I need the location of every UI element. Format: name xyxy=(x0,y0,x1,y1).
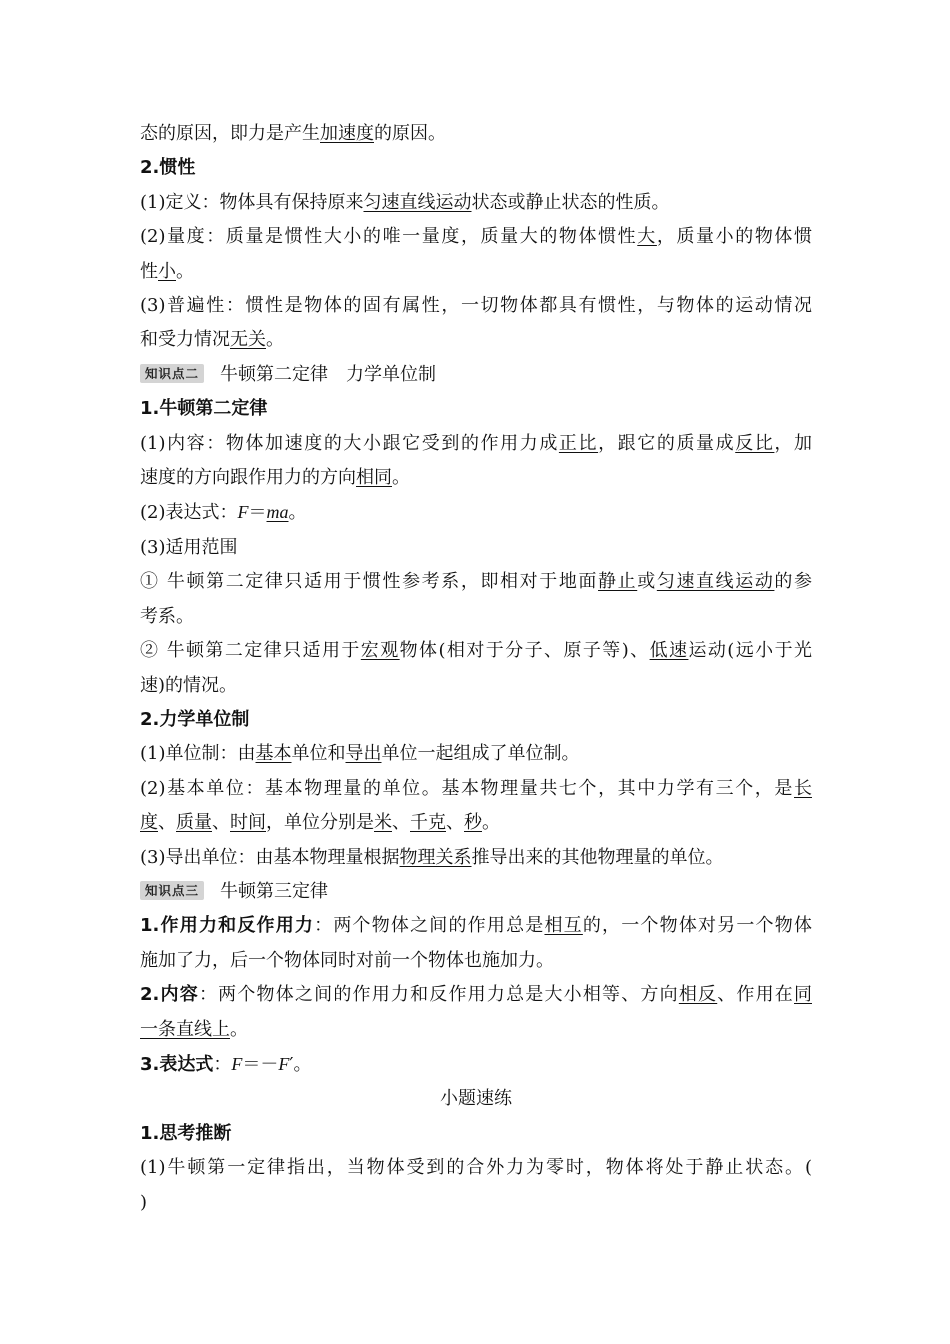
text-segment: 单位一起组成了单位制。 xyxy=(381,743,580,765)
text-segment: (1)定义：物体具有保持原来 xyxy=(140,191,364,213)
text-line-32 xyxy=(140,1186,812,1220)
text-segment: ，质量小的物体惯 xyxy=(656,226,813,248)
text-segment: 的原因。 xyxy=(374,123,446,144)
answer-blank: ma xyxy=(266,502,289,523)
text-segment: 、 xyxy=(392,812,410,834)
text-segment: 推导出来的其他物理量的单位。 xyxy=(471,846,724,868)
answer-blank: 静止 xyxy=(598,571,638,593)
text-segment: 牛顿第三定律 xyxy=(220,880,329,902)
answer-blank: 秒 xyxy=(464,812,482,834)
text-segment: 或 xyxy=(637,571,657,593)
text-segment: 、 xyxy=(212,812,230,834)
text-line-7 xyxy=(140,323,812,357)
text-segment: (1)内容：物体加速度的大小跟它受到的作用力成 xyxy=(140,432,559,454)
text-segment: 2.惯性 xyxy=(140,157,196,179)
answer-blank: 相反 xyxy=(678,984,718,1006)
text-segment: 速)的情况。 xyxy=(140,674,238,696)
text-line-18 xyxy=(140,703,812,737)
text-segment: 单位和 xyxy=(291,743,346,765)
answer-blank: 一条直线上 xyxy=(140,1018,230,1040)
answer-blank: 匀速直线运动 xyxy=(656,571,775,593)
text-segment: 。 xyxy=(482,812,500,834)
text-line-27 xyxy=(140,1013,812,1047)
math-symbol: F xyxy=(237,502,249,523)
text-segment: 。 xyxy=(266,329,284,351)
text-line-9 xyxy=(140,392,812,426)
text-segment: 。 xyxy=(176,260,194,282)
text-segment: ，跟它的质量成 xyxy=(598,432,736,454)
answer-blank: 度 xyxy=(140,812,158,834)
text-segment: 和受力情况 xyxy=(140,329,230,351)
text-line-25 xyxy=(140,944,812,978)
text-line-13 xyxy=(140,531,812,565)
answer-blank: 相同 xyxy=(356,467,392,489)
text-segment: 1.作用力和反作用力 xyxy=(140,915,315,937)
section-badge: 知识点二 xyxy=(140,364,204,383)
text-segment: 、 xyxy=(446,812,464,834)
text-segment: 2.内容 xyxy=(140,984,199,1006)
text-segment: 的，一个物体对另一个物体 xyxy=(582,915,813,937)
text-line-28 xyxy=(140,1047,812,1082)
text-segment: ② 牛顿第二定律只适用于 xyxy=(140,640,361,662)
text-segment: 状态或静止状态的性质。 xyxy=(471,191,670,213)
text-segment: (3)普遍性：惯性是物体的固有属性，一切物体都具有惯性，与物体的运动情况 xyxy=(140,295,812,317)
text-segment: (2)基本单位：基本物理量的单位。基本物理量共七个，其中力学有三个，是 xyxy=(140,777,794,799)
text-segment: ＝ xyxy=(248,502,267,524)
text-segment: 速度的方向跟作用力的方向 xyxy=(140,467,356,489)
text-line-19 xyxy=(140,737,812,771)
text-line-1 xyxy=(140,117,812,151)
text-segment: 1.牛顿第二定律 xyxy=(140,398,268,420)
math-symbol: F xyxy=(278,1053,290,1074)
text-segment: ① 牛顿第二定律只适用于惯性参考系，即相对于地面 xyxy=(140,571,599,593)
text-segment: ：两个物体之间的作用总是 xyxy=(314,915,545,937)
text-line-2 xyxy=(140,151,812,185)
text-segment: (3)导出单位：由基本物理量根据 xyxy=(140,846,400,868)
document-page xyxy=(140,117,812,1220)
answer-blank: 千克 xyxy=(410,812,446,834)
text-segment: (2)表达式： xyxy=(140,502,238,524)
text-segment: 、作用在 xyxy=(717,984,794,1006)
text-line-10 xyxy=(140,427,812,461)
text-line-3 xyxy=(140,186,812,220)
text-segment: ：两个物体之间的作用力和反作用力总是大小相等、方向 xyxy=(198,984,679,1006)
text-segment: (2)量度：质量是惯性大小的唯一量度，质量大的物体惯性 xyxy=(140,226,638,248)
text-line-15 xyxy=(140,600,812,634)
text-line-8 xyxy=(140,358,812,392)
text-segment: ＝－ xyxy=(242,1053,279,1075)
answer-blank: 正比 xyxy=(558,432,599,454)
text-line-22 xyxy=(140,841,812,875)
answer-blank: 反比 xyxy=(735,432,775,454)
text-line-26 xyxy=(140,978,812,1012)
text-line-24 xyxy=(140,909,812,943)
answer-blank: 米 xyxy=(374,812,392,834)
answer-blank: 基本 xyxy=(255,743,292,765)
answer-blank: 质量 xyxy=(176,812,212,834)
answer-blank: 无关 xyxy=(230,329,266,351)
text-segment: 。 xyxy=(288,502,307,524)
math-symbol: F xyxy=(231,1053,243,1074)
answer-blank: 导出 xyxy=(345,743,382,765)
text-line-14 xyxy=(140,565,812,599)
answer-blank: 加速度 xyxy=(320,123,374,144)
text-segment: 物体(相对于分子、原子等)、 xyxy=(399,640,650,662)
text-segment: (1)单位制：由 xyxy=(140,743,256,765)
text-line-5 xyxy=(140,255,812,289)
text-segment: ，单位分别是 xyxy=(266,812,374,834)
text-line-16 xyxy=(140,634,812,668)
text-segment: 。 xyxy=(230,1018,248,1040)
text-segment: 力学单位制 xyxy=(346,363,437,385)
answer-blank: 长 xyxy=(794,777,812,799)
text-line-6 xyxy=(140,289,812,323)
answer-blank: 小 xyxy=(158,260,176,282)
text-line-4 xyxy=(140,220,812,254)
text-segment: 运动(远小于光 xyxy=(688,640,812,662)
text-segment: ) xyxy=(140,1191,148,1213)
text-line-17 xyxy=(140,669,812,703)
text-line-21 xyxy=(140,806,812,840)
text-segment: 的参 xyxy=(774,571,813,593)
text-segment: (3)适用范围 xyxy=(140,536,238,558)
section-badge: 知识点三 xyxy=(140,881,204,900)
text-segment: ′。 xyxy=(289,1053,312,1075)
text-segment: 考系。 xyxy=(140,605,194,627)
text-segment: 2.力学单位制 xyxy=(140,708,250,730)
text-line-12 xyxy=(140,495,812,530)
answer-blank: 时间 xyxy=(230,812,266,834)
text-segment: ，加 xyxy=(774,432,813,454)
answer-blank: 匀速直线运动 xyxy=(363,191,472,213)
text-segment: 。 xyxy=(392,467,410,489)
text-segment: 3.表达式 xyxy=(140,1053,214,1075)
answer-blank: 低速 xyxy=(649,640,689,662)
text-segment: 施加了力，后一个物体同时对前一个物体也施加力。 xyxy=(140,949,554,971)
text-line-11 xyxy=(140,461,812,495)
text-segment: 态的原因，即力是产生 xyxy=(140,123,320,144)
text-line-31 xyxy=(140,1151,812,1185)
answer-blank: 大 xyxy=(637,226,657,248)
answer-blank: 同 xyxy=(794,984,812,1006)
answer-blank: 宏观 xyxy=(360,640,400,662)
answer-blank: 物理关系 xyxy=(399,846,472,868)
text-line-30 xyxy=(140,1117,812,1151)
text-segment: 、 xyxy=(158,812,176,834)
answer-blank: 相互 xyxy=(544,915,583,937)
text-line-23 xyxy=(140,875,812,909)
text-segment: 小题速练 xyxy=(440,1088,512,1110)
text-segment: 牛顿第二定律 xyxy=(220,363,329,385)
text-segment: (1)牛顿第一定律指出，当物体受到的合外力为零时，物体将处于静止状态。( xyxy=(140,1157,812,1179)
text-line-29 xyxy=(140,1082,812,1116)
text-segment: 性 xyxy=(140,260,158,282)
text-line-20 xyxy=(140,772,812,806)
text-segment: ： xyxy=(213,1053,232,1075)
text-segment: 1.思考推断 xyxy=(140,1122,232,1144)
